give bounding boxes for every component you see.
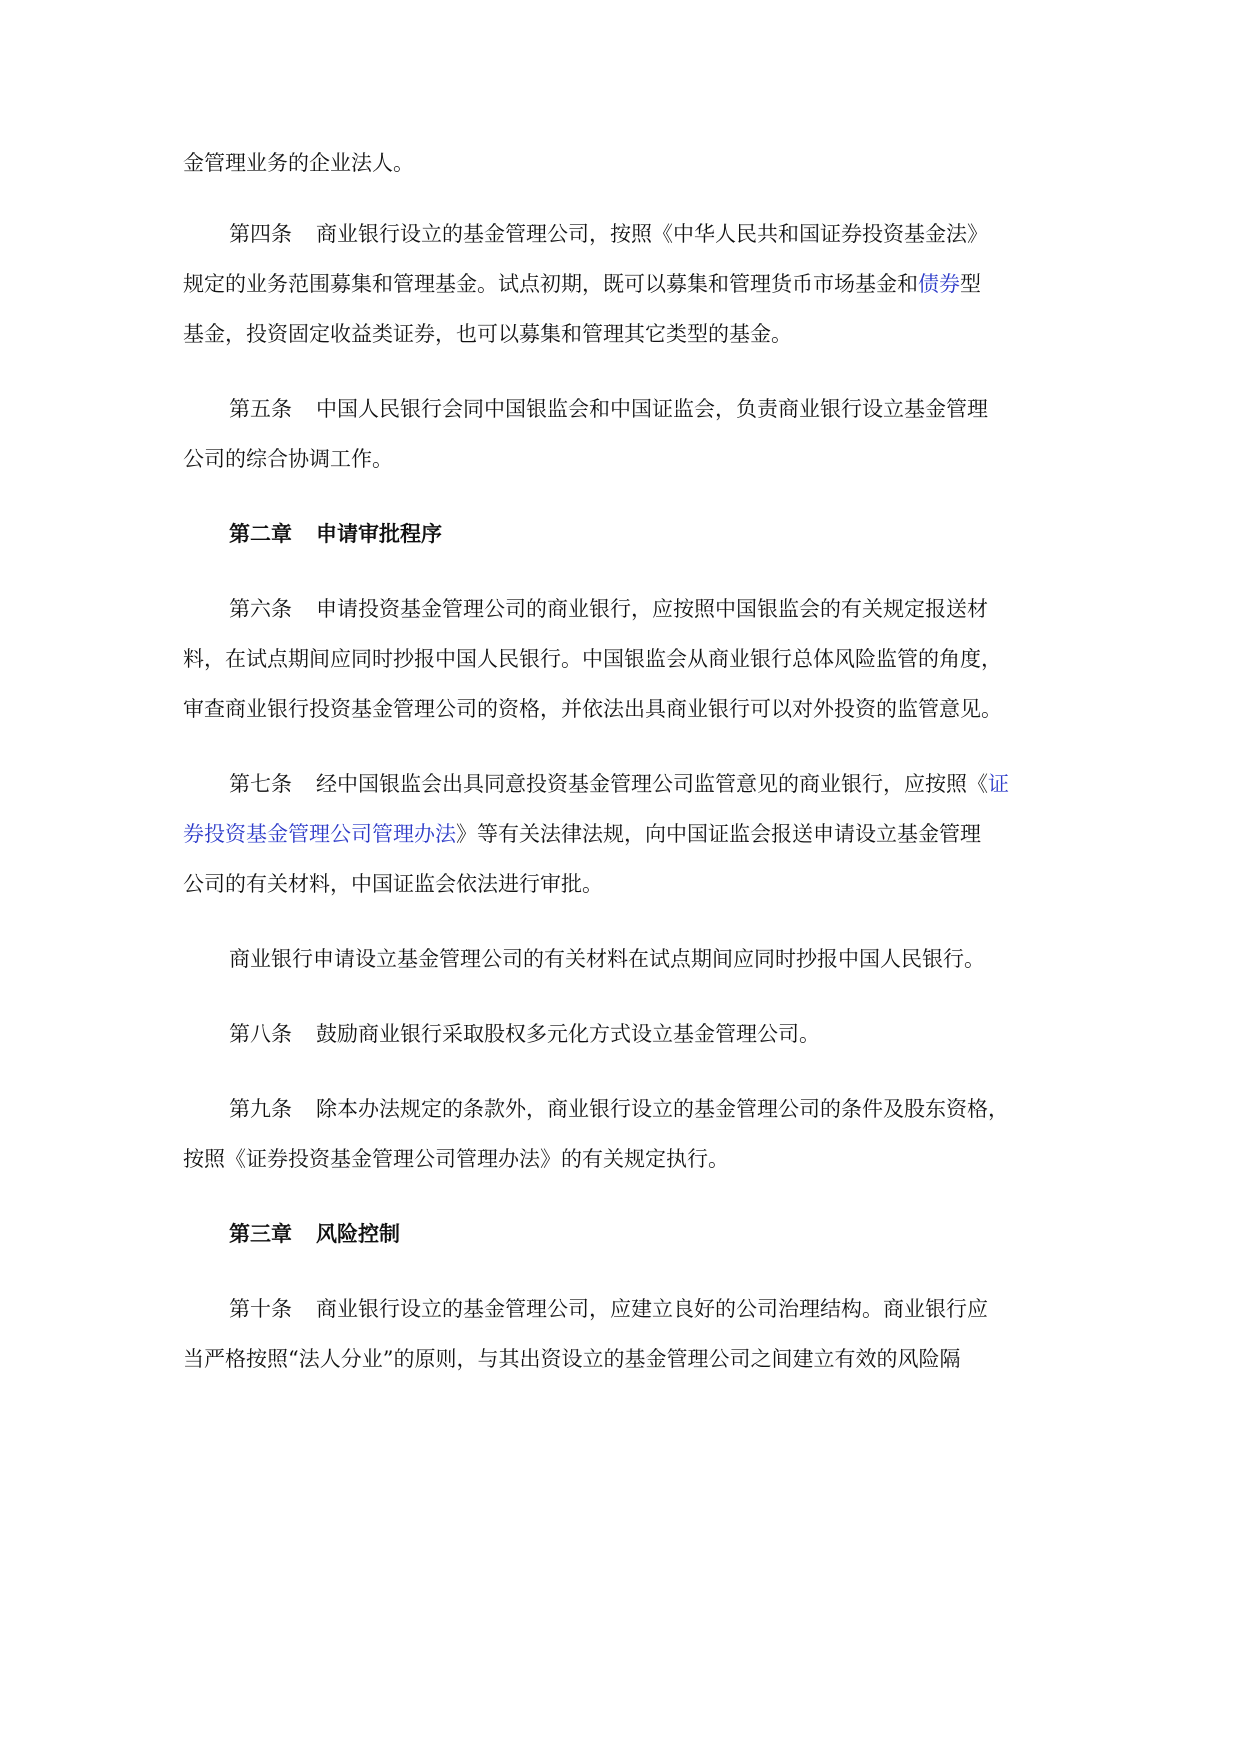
paragraph-line: 当严格按照“法人分业”的原则，与其出资设立的基金管理公司之间建立有效的风险隔: [183, 1347, 961, 1371]
article-9: [229, 1095, 1058, 1123]
paragraph-text: 除本办法规定的条款外，商业银行设立的基金管理公司的条件及股东资格，: [316, 1097, 1009, 1121]
chapter-number: 第三章: [229, 1222, 292, 1246]
paragraph-line: 规定的业务范围募集和管理基金。试点初期，既可以募集和管理货币市场基金和债券型: [183, 272, 981, 296]
paragraph-text: 经中国银监会出具同意投资基金管理公司监管意见的商业银行，应按照《: [316, 772, 988, 796]
article-10: [229, 1295, 1058, 1323]
paragraph-text: 中国人民银行会同中国银监会和中国证监会，负责商业银行设立基金管理: [316, 397, 988, 421]
bond-link[interactable]: 债券: [918, 272, 960, 296]
chapter-number: 第二章: [229, 522, 292, 546]
paragraph-line: 商业银行申请设立基金管理公司的有关材料在试点期间应同时抄报中国人民银行。: [229, 947, 985, 971]
paragraph-line: 按照《证券投资基金管理公司管理办法》的有关规定执行。: [183, 1147, 729, 1171]
paragraph-line: 料，在试点期间应同时抄报中国人民银行。中国银监会从商业银行总体风险监管的角度，: [183, 647, 1002, 671]
article-number: 第七条: [229, 772, 292, 796]
paragraph-text: 商业银行设立的基金管理公司，按照《中华人民共和国证券投资基金法》: [316, 222, 988, 246]
article-number: 第五条: [229, 397, 292, 421]
paragraph-line: 审查商业银行投资基金管理公司的资格，并依法出具商业银行可以对外投资的监管意见。: [183, 697, 1002, 721]
chapter-title: 风险控制: [316, 1222, 400, 1246]
article-number: 第九条: [229, 1097, 292, 1121]
article-4: [229, 220, 1058, 248]
article-5: [229, 395, 1058, 423]
chapter-2-heading: [229, 520, 1058, 548]
regulation-link[interactable]: 券投资基金管理公司管理办法: [183, 822, 456, 846]
article-6: [229, 595, 1058, 623]
article-8: [229, 1020, 1058, 1048]
paragraph-line: 公司的有关材料，中国证监会依法进行审批。: [183, 872, 603, 896]
paragraph-line: 金管理业务的企业法人。: [183, 151, 414, 175]
paragraph-line: 券投资基金管理公司管理办法》等有关法律法规，向中国证监会报送申请设立基金管理: [183, 822, 981, 846]
article-number: 第八条: [229, 1022, 292, 1046]
chapter-3-heading: [229, 1220, 1058, 1248]
chapter-title: 申请审批程序: [316, 522, 442, 546]
article-number: 第四条: [229, 222, 292, 246]
paragraph-text: 商业银行设立的基金管理公司，应建立良好的公司治理结构。商业银行应: [316, 1297, 988, 1321]
paragraph-text: 申请投资基金管理公司的商业银行，应按照中国银监会的有关规定报送材: [316, 597, 988, 621]
article-7: [229, 770, 1058, 798]
paragraph-line: 公司的综合协调工作。: [183, 447, 393, 471]
paragraph-line: 基金，投资固定收益类证券，也可以募集和管理其它类型的基金。: [183, 322, 792, 346]
article-number: 第六条: [229, 597, 292, 621]
article-number: 第十条: [229, 1297, 292, 1321]
regulation-link-start[interactable]: 证: [988, 772, 1009, 796]
paragraph-text: 鼓励商业银行采取股权多元化方式设立基金管理公司。: [316, 1022, 820, 1046]
